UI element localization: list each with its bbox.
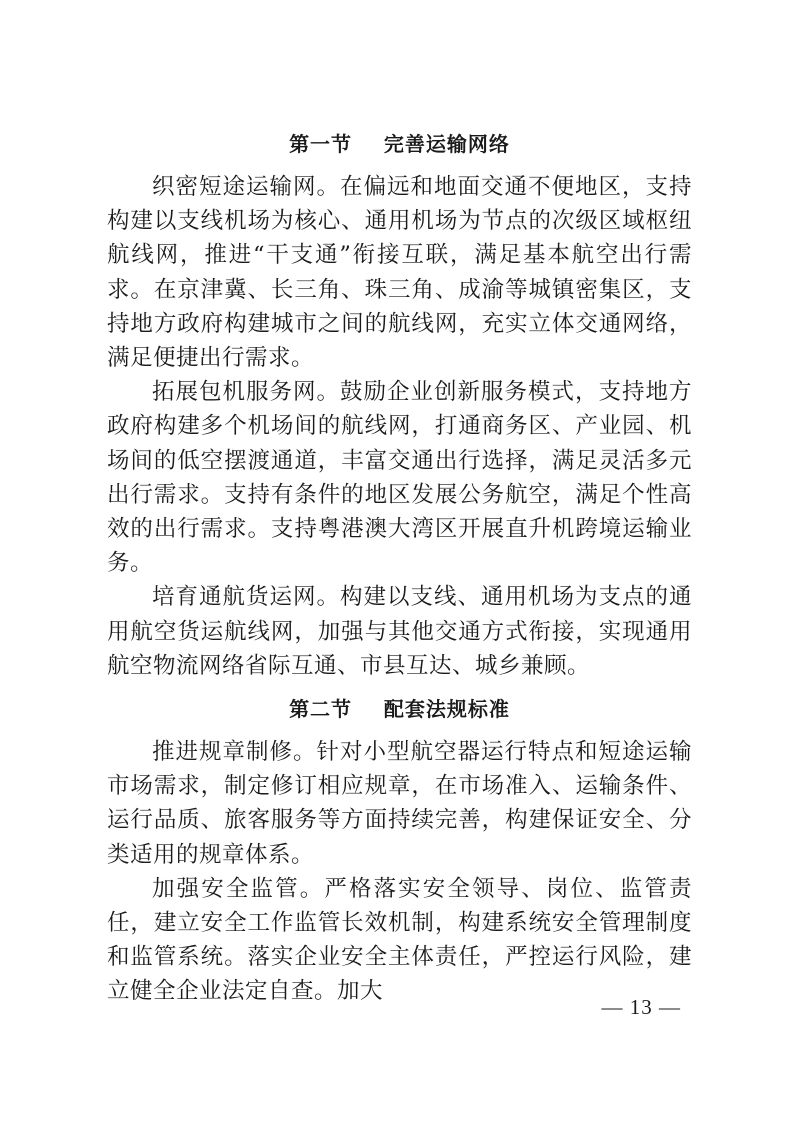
paragraph: 加强安全监管。严格落实安全领导、岗位、监管责任，建立安全工作监管长效机制，构建系统安全管理制度和监管系统。落实企业安全主体责任，严控运行风险，建立健全企业法定自查。加大 (107, 875, 692, 1005)
page-number: — 13 — (601, 995, 681, 1019)
paragraph: 织密短途运输网。在偏远和地面交通不便地区，支持构建以支线机场为核心、通用机场为节点的次级区域枢纽航线网，推进“干支通”衔接互联，满足基本航空出行需求。在京津冀、长三角、珠三角、成渝等城镇密集区，支持地方政府构建城市之间的航线网，充实立体交通网络，满足便捷出行需求。 (107, 174, 692, 372)
paragraph: 拓展包机服务网。鼓励企业创新服务模式，支持地方政府构建多个机场间的航线网，打通商务区、产业园、机场间的低空摆渡通道，丰富交通出行选择，满足灵活多元出行需求。支持有条件的地区发展公务航空，满足个性高效的出行需求。支持粤港澳大湾区开展直升机跨境运输业务。 (107, 379, 692, 577)
section-heading: 第二节 配套法规标准 (289, 697, 510, 722)
paragraph: 培育通航货运网。构建以支线、通用机场为支点的通用航空货运航线网，加强与其他交通方式衔接，实现通用航空物流网络省际互通、市县互达、城乡兼顾。 (107, 584, 692, 679)
section-heading: 第一节 完善运输网络 (289, 132, 510, 156)
document-page (107, 118, 692, 1009)
paragraph: 推进规章制修。针对小型航空器运行特点和短途运输市场需求，制定修订相应规章，在市场准入、运输条件、运行品质、旅客服务等方面持续完善，构建保证安全、分类适用的规章体系。 (107, 739, 692, 868)
